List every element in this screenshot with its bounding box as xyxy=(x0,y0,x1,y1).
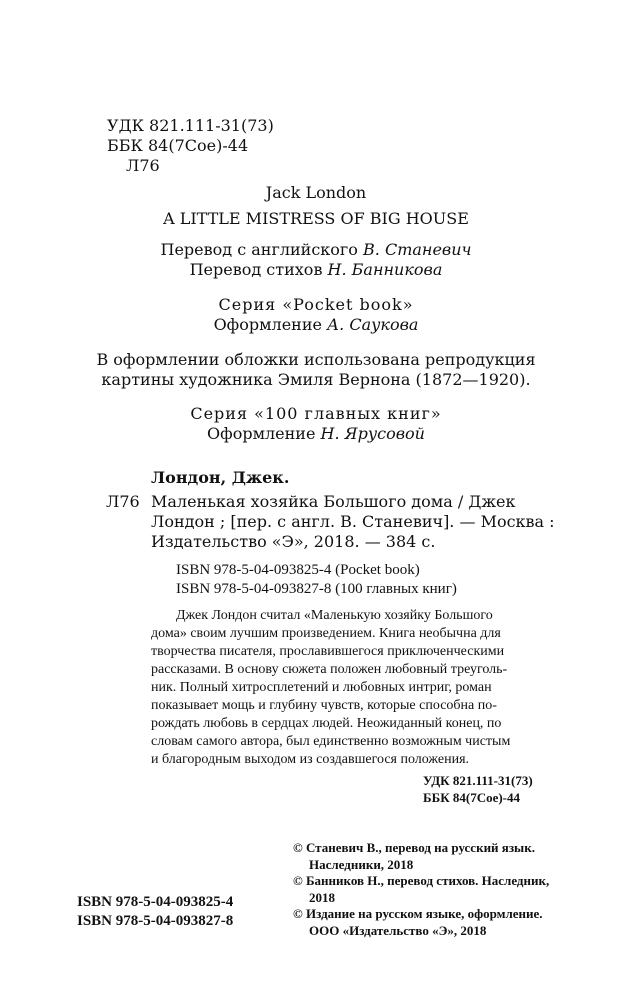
author-sign: Л76 xyxy=(126,156,160,175)
series-100-books: Серия «100 главных книг» xyxy=(190,404,442,423)
verse-translator-name: Н. Банникова xyxy=(327,260,443,279)
author-ru: Лондон, Джек. xyxy=(151,468,290,487)
card-line-1: Маленькая хозяйка Большого дома / Джек xyxy=(151,492,516,511)
translator-name: В. Станевич xyxy=(363,240,472,259)
card-isbn-1: ISBN 978-5-04-093825-4 (Pocket book) xyxy=(176,562,420,578)
copyright-line: © Станевич В., перевод на русский язык. xyxy=(293,840,535,855)
title-en: A LITTLE MISTRESS OF BIG HOUSE xyxy=(163,209,469,228)
design-line-2 xyxy=(0,424,632,443)
copyright-line: © Издание на русском языке, оформление. xyxy=(293,906,543,921)
design-line-1 xyxy=(0,315,632,334)
author-en: Jack London xyxy=(265,183,367,202)
series-pocket-book: Серия «Pocket book» xyxy=(218,295,414,314)
designer-name-1: А. Саукова xyxy=(327,315,419,334)
bbk-code: ББК 84(7Сое)-44 xyxy=(107,136,249,155)
annotation-line: показывает мощь и глубину чувств, которые способна по- xyxy=(151,698,497,713)
udk-code: УДК 821.111-31(73) xyxy=(107,116,274,135)
verse-label: Перевод стихов xyxy=(189,260,323,279)
annotation-line: дома» своим лучшим произведением. Книга необычна для xyxy=(151,626,501,641)
card-sign: Л76 xyxy=(106,492,140,511)
card-line-3: Издательство «Э», 2018. — 384 с. xyxy=(151,532,436,551)
copyright-line: ООО «Издательство «Э», 2018 xyxy=(309,923,487,938)
cover-note-1: В оформлении обложки использована репродукция xyxy=(96,350,536,369)
copyright-line: © Банников Н., перевод стихов. Наследник, xyxy=(293,873,550,888)
footer-isbn-1: ISBN 978-5-04-093825-4 xyxy=(77,894,234,910)
card-line-2: Лондон ; [пер. с англ. В. Станевич]. — Москва : xyxy=(151,512,555,531)
annotation-line: творчества писателя, прославившегося приключенческими xyxy=(151,644,505,659)
annotation-line: Джек Лондон считал «Маленькую хозяйку Большого xyxy=(176,608,493,623)
annotation-bbk: ББК 84(7Сое)-44 xyxy=(423,790,521,805)
design-label-2: Оформление xyxy=(207,424,316,443)
annotation-line: словам самого автора, был единственно возможным чистым xyxy=(151,734,511,749)
copyright-line: 2018 xyxy=(309,890,335,905)
annotation-udk: УДК 821.111-31(73) xyxy=(423,773,533,788)
footer-isbn-2: ISBN 978-5-04-093827-8 xyxy=(77,913,234,929)
card-isbn-2: ISBN 978-5-04-093827-8 (100 главных книг) xyxy=(176,581,457,597)
annotation-line: ник. Полный хитросплетений и любовных интриг, роман xyxy=(151,680,492,695)
annotation-line: рассказами. В основу сюжета положен любовный треуголь- xyxy=(151,662,508,677)
cover-note-2: картины художника Эмиля Вернона (1872—1920). xyxy=(101,370,531,389)
verse-translation-line xyxy=(0,260,632,279)
translation-line xyxy=(0,240,632,259)
copyright-line: Наследники, 2018 xyxy=(309,857,414,872)
annotation-line: рождать любовь в сердцах людей. Неожиданный конец, по xyxy=(151,716,502,731)
annotation-line: и благородным выходом из создавшегося положения. xyxy=(151,752,470,767)
design-label-1: Оформление xyxy=(213,315,322,334)
designer-name-2: Н. Ярусовой xyxy=(320,424,425,443)
translation-label: Перевод с английского xyxy=(160,240,358,259)
